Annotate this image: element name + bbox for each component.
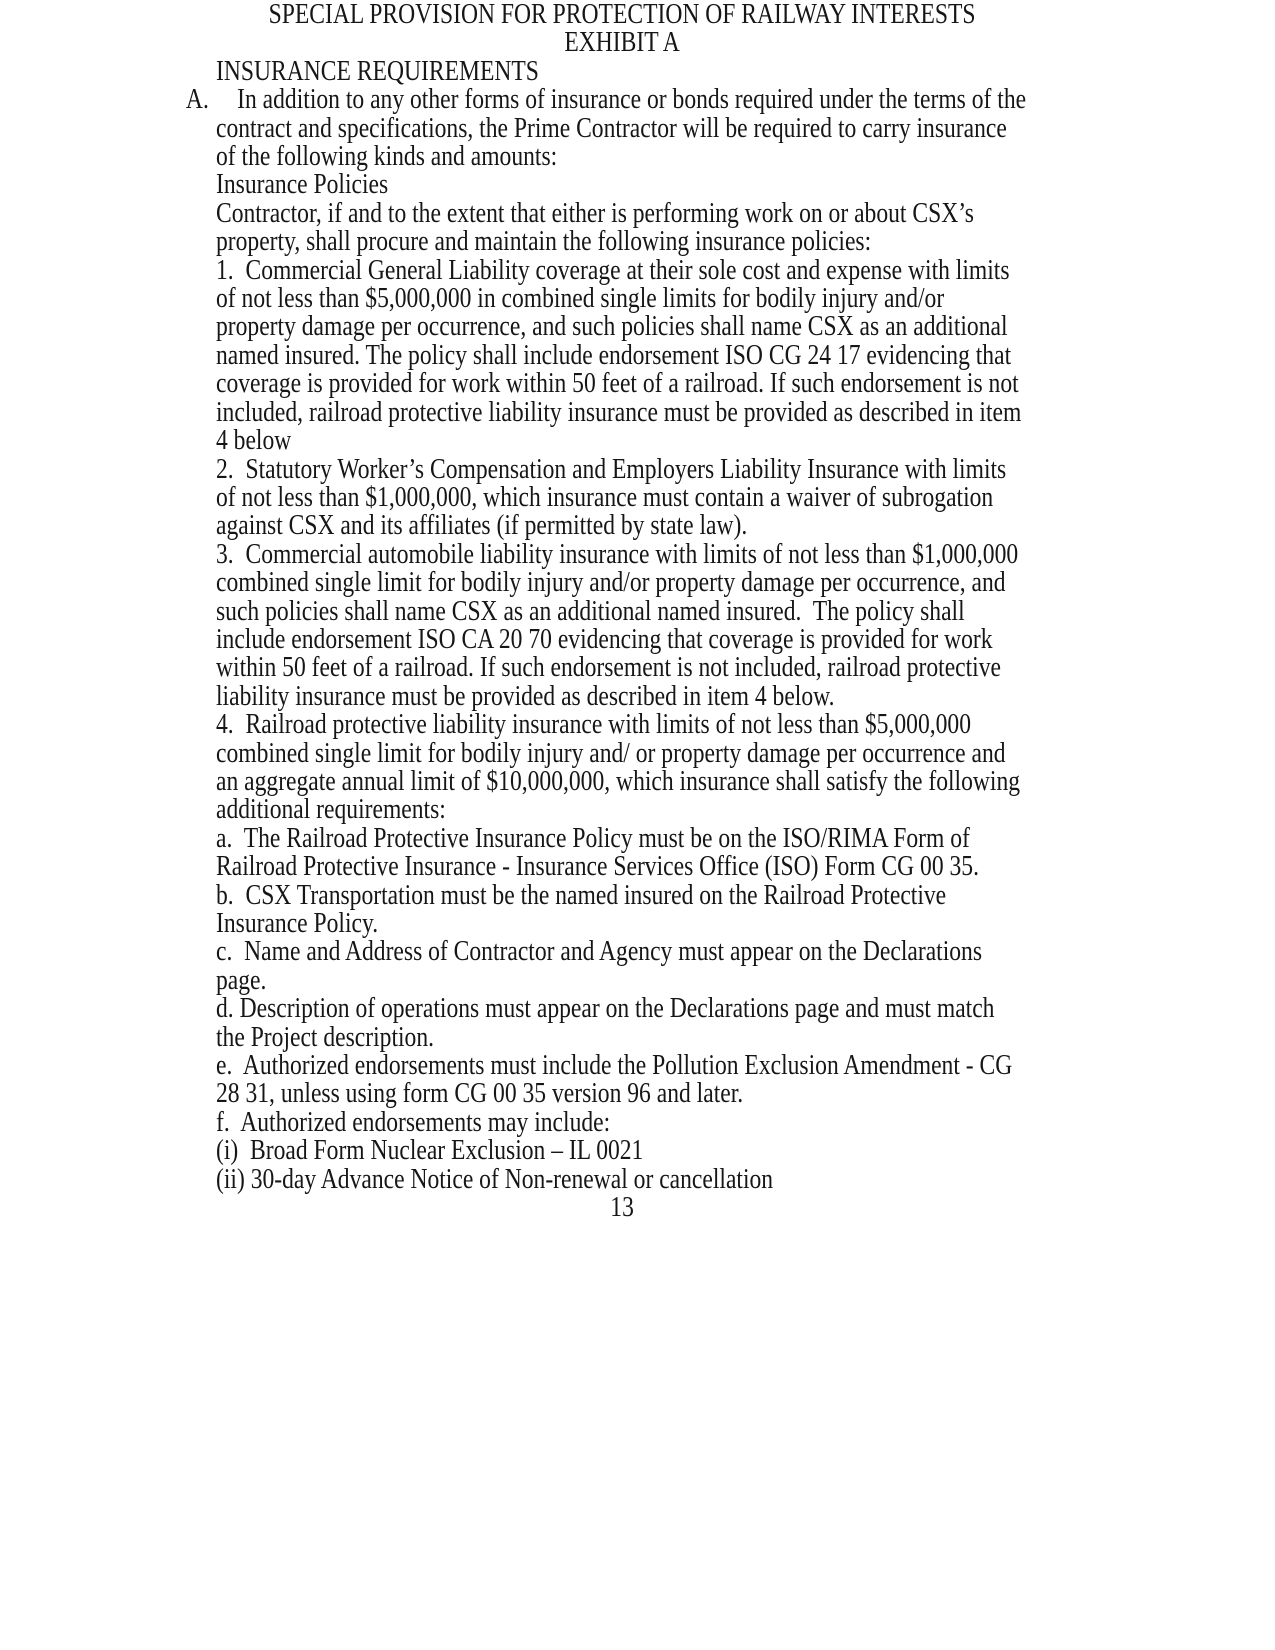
nested-item-i: (i) Broad Form Nuclear Exclusion – IL 0021 bbox=[216, 1134, 644, 1167]
numbered-item-3: 3. Commercial automobile liability insurance with limits of not less than $1,000,000 combined single limit for bodily injury and/or property damage per occurrence, and such policies shall name CSX as an additional named insured. The policy shall include endorsement ISO CA 20 70 evidencing that coverage is provided for work within 50 feet of a railroad. If such endorsement is not included, railroad protective liability insurance must be provided as described in item 4 below. bbox=[216, 537, 1019, 712]
paragraph-a-label: A. bbox=[185, 83, 209, 116]
numbered-item-1: 1. Commercial General Liability coverage at their sole cost and expense with limits of not less than $5,000,000 in combined single limits for bodily injury and/or property damage per occurrence, and such policies shall name CSX as an additional named insured. The policy shall include endorsement ISO CG 24 17 evidencing that coverage is provided for work within 50 feet of a railroad. If such endorsement is not included, railroad protective liability insurance must be provided as described in item 4 below bbox=[216, 253, 1022, 457]
paragraph-a-text: In addition to any other forms of insurance or bonds required under the terms of the contract and specifications, the Prime Contractor will be required to carry insurance of the following kinds and amounts: bbox=[216, 83, 1027, 173]
sub-item-c: c. Name and Address of Contractor and Agency must appear on the Declarations page. bbox=[216, 935, 983, 996]
sub-item-f: f. Authorized endorsements may include: bbox=[216, 1105, 611, 1138]
paragraph-a bbox=[185, 83, 1028, 173]
document-title: SPECIAL PROVISION FOR PROTECTION OF RAILWAY INTERESTS bbox=[268, 0, 976, 30]
sub-item-d: d. Description of operations must appear on the Declarations page and must match the Project description. bbox=[216, 992, 995, 1053]
nested-item-ii: (ii) 30-day Advance Notice of Non-renewal or cancellation bbox=[216, 1162, 774, 1195]
sub-item-list bbox=[216, 821, 1028, 1195]
exhibit-title: EXHIBIT A bbox=[564, 26, 680, 59]
policies-heading: Insurance Policies bbox=[216, 168, 389, 201]
page-number: 13 bbox=[610, 1191, 634, 1224]
intro-paragraph: Contractor, if and to the extent that either is performing work on or about CSX’s property, shall procure and maintain the following insurance policies: bbox=[216, 196, 974, 258]
document-content bbox=[185, 0, 1028, 1224]
nested-item-list bbox=[216, 1136, 1028, 1193]
numbered-item-2: 2. Statutory Worker’s Compensation and Employers Liability Insurance with limits of not less than $1,000,000, which insurance must contain a waiver of subrogation against CSX and its affiliates (if permitted by state law). bbox=[216, 452, 1007, 542]
sub-item-b: b. CSX Transportation must be the named insured on the Railroad Protective Insurance Policy. bbox=[216, 878, 947, 939]
section-heading: INSURANCE REQUIREMENTS bbox=[216, 54, 539, 87]
sub-item-a: a. The Railroad Protective Insurance Policy must be on the ISO/RIMA Form of Railroad Protective Insurance - Insurance Services Office (ISO) Form CG 00 35. bbox=[216, 821, 979, 883]
sub-item-e: e. Authorized endorsements must include the Pollution Exclusion Amendment - CG 28 31, unless using form CG 00 35 version 96 and later. bbox=[216, 1049, 1013, 1110]
numbered-item-4: 4. Railroad protective liability insurance with limits of not less than $5,000,000 combined single limit for bodily injury and/ or property damage per occurrence and an aggregate annual limit of $10,000,000, which insurance shall satisfy the following additional requirements: bbox=[216, 708, 1021, 826]
